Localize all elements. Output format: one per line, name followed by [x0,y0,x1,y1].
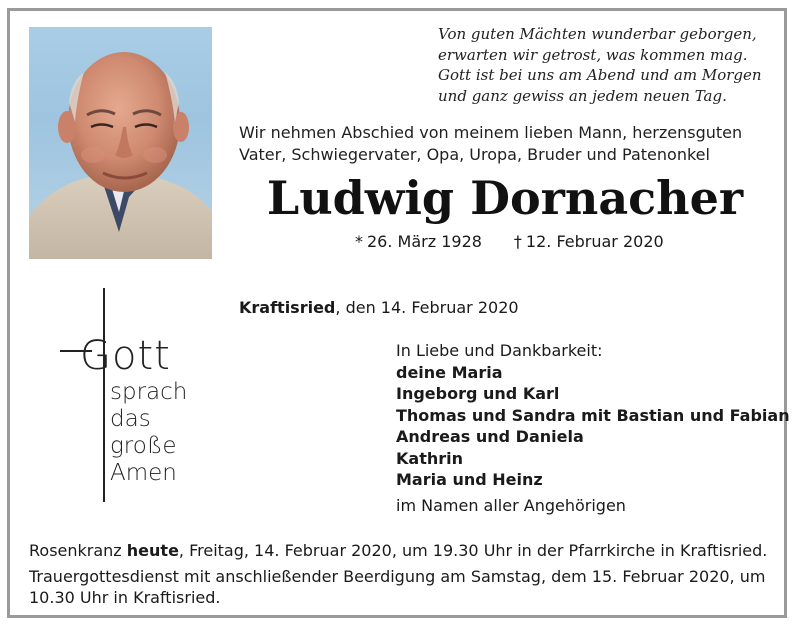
death-date: 12. Februar 2020 [525,232,664,251]
family-member: Maria und Heinz [396,470,543,489]
place-name: Kraftisried [239,298,336,317]
family-member: Thomas und Sandra mit Bastian und Fabian [396,405,790,425]
farewell-intro [239,122,779,166]
birth-star-icon: * [355,232,363,251]
poem-line: und ganz gewiss an jedem neuen Tag. [438,86,727,105]
intro-line: Vater, Schwiegervater, Opa, Uropa, Bruder und Patenonkel [239,145,710,164]
funeral-info-line: 10.30 Uhr in Kraftisried. [29,588,221,607]
family-member: deine Maria [396,362,503,382]
rosary-rest: , Freitag, 14. Februar 2020, um 19.30 Uhr in der Pfarrkirche in Kraftisried. [178,541,768,560]
cross-word-amen: Amen [110,460,177,486]
life-dates [355,231,664,253]
family-member: Kathrin [396,448,463,468]
cross-word-gott: Gott [80,333,171,379]
rosary-prefix: Rosenkranz [29,541,127,560]
poem-line: erwarten wir getrost, was kommen mag. [438,45,748,64]
poem-line: Gott ist bei uns am Abend und am Morgen [438,66,762,84]
poem [438,24,778,106]
intro-line: Wir nehmen Abschied von meinem lieben Mann, herzensguten [239,123,743,142]
family-member: Ingeborg und Karl [396,384,560,403]
family-closing: im Namen aller Angehörigen [396,495,626,515]
place-date-rest: , den 14. Februar 2020 [335,298,519,317]
portrait-photo [29,27,212,259]
funeral-info-line: Trauergottesdienst mit anschließender Beerdigung am Samstag, dem 15. Februar 2020, um [29,566,766,586]
cross-word-grosse: große [110,433,177,459]
poem-line: Von guten Mächten wunderbar geborgen, [438,25,757,43]
service-info [29,540,779,609]
deceased-name: Ludwig Dornacher [266,171,744,225]
death-cross-icon: † [513,232,522,251]
family-member: Andreas und Daniela [396,427,584,446]
family-list [396,340,790,516]
cross-word-sprach: sprach [110,379,188,405]
rosary-today: heute [126,541,179,560]
family-heading: In Liebe und Dankbarkeit: [396,341,603,360]
rosary-info [29,540,779,562]
portrait-illustration [29,27,212,259]
place-date [239,297,519,319]
cross-word-das: das [110,406,151,432]
birth-date: 26. März 1928 [367,232,482,251]
